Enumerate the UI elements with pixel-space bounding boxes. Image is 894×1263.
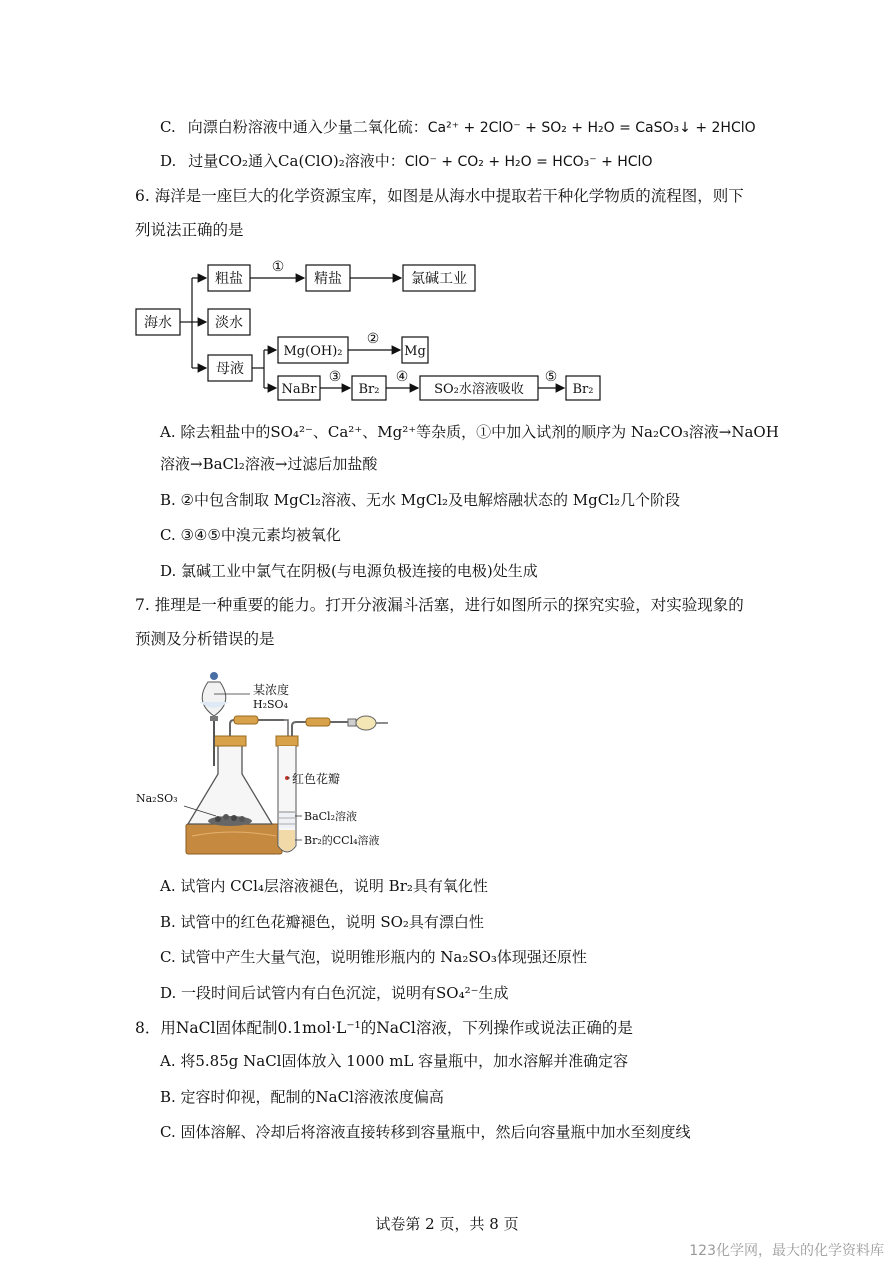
- watermark: 123化学网，最大的化学资料库: [689, 1243, 884, 1259]
- flow-step3: ③: [328, 369, 342, 385]
- q6-flow-diagram: [130, 255, 620, 405]
- q7-option-b: B. 试管中的红色花瓣褪色，说明 SO₂具有漂白性: [160, 913, 484, 931]
- q8-option-c: C. 固体溶解、冷却后将溶液直接转移到容量瓶中，然后向容量瓶中加水至刻度线: [160, 1123, 691, 1141]
- flow-step1: ①: [271, 259, 285, 275]
- flow-refined-salt: 精盐: [314, 271, 342, 287]
- q8-stem: 8．用NaCl固体配制0.1mol·L⁻¹的NaCl溶液，下列操作或说法正确的是: [135, 1019, 633, 1037]
- q7-option-d: D. 一段时间后试管内有白色沉淀，说明有SO₄²⁻生成: [160, 984, 509, 1002]
- q6-stem-line2: 列说法正确的是: [135, 221, 244, 239]
- fig-br2-ccl4-label: Br₂的CCl₄溶液: [304, 834, 380, 847]
- q8-option-a: A. 将5.85g NaCl固体放入 1000 mL 容量瓶中，加水溶解并准确定容: [160, 1052, 629, 1070]
- page-footer: 试卷第 2 页，共 8 页: [375, 1215, 519, 1233]
- q6-option-b: B. ②中包含制取 MgCl₂溶液、无水 MgCl₂及电解熔融状态的 MgCl₂几个阶段: [160, 491, 681, 509]
- fig-bacl2-label: BaCl₂溶液: [304, 810, 357, 823]
- fig-acid-label2: H₂SO₄: [253, 698, 288, 711]
- flow-step5: ⑤: [544, 369, 558, 385]
- flow-mgoh2: Mg(OH)₂: [283, 344, 343, 359]
- q7-stem-line2: 预测及分析错误的是: [135, 630, 275, 648]
- q5-option-c-equation: Ca²⁺ + 2ClO⁻ + SO₂ + H₂O = CaSO₃↓ + 2HClO: [427, 120, 756, 136]
- q7-stem-line1: 7. 推理是一种重要的能力。打开分液漏斗活塞，进行如图所示的探究实验，对实验现象的: [135, 596, 744, 614]
- q6-option-a-line1: A. 除去粗盐中的SO₄²⁻、Ca²⁺、Mg²⁺等杂质，①中加入试剂的顺序为 Na₂CO₃溶液→NaOH: [160, 423, 779, 441]
- q6-option-a-line2: 溶液→BaCl₂溶液→过滤后加盐酸: [160, 455, 378, 473]
- q5-option-d-text: 过量CO₂通入Ca(ClO)₂溶液中：: [188, 152, 405, 170]
- q5-option-d-equation: ClO⁻ + CO₂ + H₂O = HCO₃⁻ + HClO: [404, 154, 653, 170]
- flow-seawater: 海水: [144, 315, 172, 331]
- flow-nabr: NaBr: [281, 382, 317, 397]
- flow-step4: ④: [395, 369, 409, 385]
- fig-acid-label1: 某浓度: [253, 683, 290, 697]
- q5-option-c-text: 向漂白粉溶液中通入少量二氧化硫：: [187, 118, 428, 136]
- flow-crude-salt: 粗盐: [215, 271, 243, 287]
- q6-stem-line1: 6. 海洋是一座巨大的化学资源宝库，如图是从海水中提取若干种化学物质的流程图，则下: [135, 187, 744, 205]
- flow-chlor-alkali: 氯碱工业: [411, 271, 467, 287]
- flow-mg: Mg: [404, 344, 426, 359]
- q7-apparatus-figure: [130, 666, 400, 862]
- flow-br2-a: Br₂: [358, 382, 380, 397]
- q6-option-d: D. 氯碱工业中氯气在阴极(与电源负极连接的电极)处生成: [160, 562, 538, 580]
- q5-option-c-label: C.: [160, 118, 176, 136]
- q6-option-c: C. ③④⑤中溴元素均被氧化: [160, 526, 341, 544]
- q7-option-a: A. 试管内 CCl₄层溶液褪色，说明 Br₂具有氧化性: [160, 877, 488, 895]
- fig-na2so3-label: Na₂SO₃: [136, 792, 178, 805]
- q7-option-c: C. 试管中产生大量气泡，说明锥形瓶内的 Na₂SO₃体现强还原性: [160, 948, 587, 966]
- flow-fresh-water: 淡水: [215, 315, 243, 331]
- flow-br2-b: Br₂: [572, 382, 594, 397]
- q5-option-c: [160, 117, 756, 138]
- flow-mother-liquor: 母液: [216, 361, 244, 377]
- flow-so2-absorb: SO₂水溶液吸收: [434, 382, 524, 397]
- flow-step2: ②: [366, 331, 380, 347]
- q8-option-b: B. 定容时仰视，配制的NaCl溶液浓度偏高: [160, 1088, 444, 1106]
- q5-option-d-label: D.: [160, 152, 177, 170]
- q5-option-d: [160, 151, 652, 172]
- fig-petal-label: 红色花瓣: [292, 772, 341, 786]
